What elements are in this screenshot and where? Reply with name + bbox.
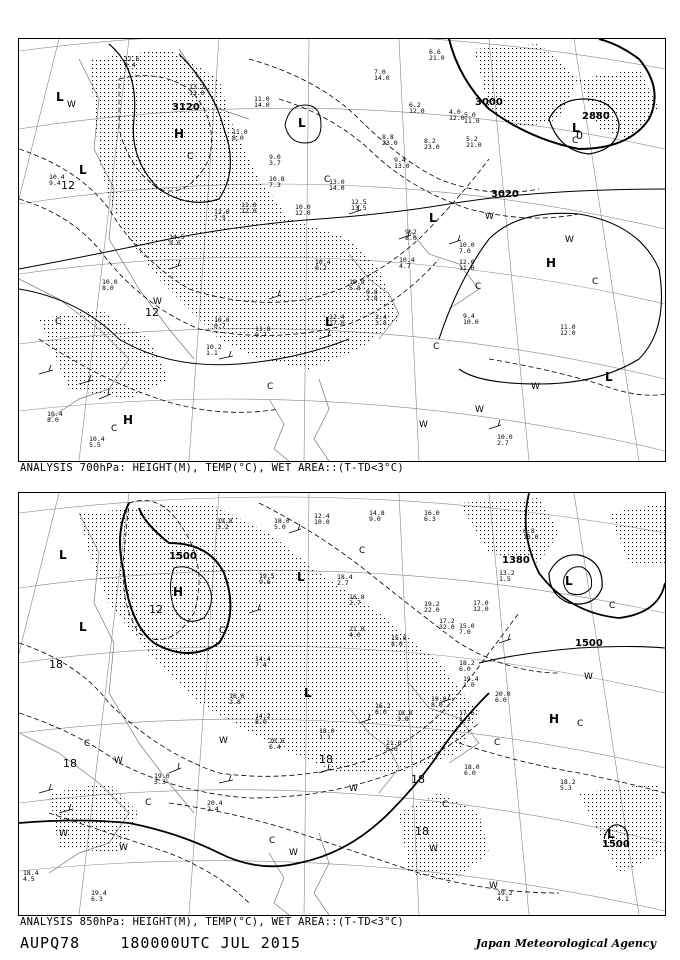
cold-marker: C xyxy=(572,136,579,146)
svg-text:12.0: 12.0 xyxy=(459,258,475,266)
map-700hpa-svg xyxy=(19,39,665,461)
height-label: 1500 xyxy=(602,839,630,850)
station-plot xyxy=(269,153,281,167)
svg-text:9.0: 9.0 xyxy=(269,153,281,161)
svg-text:0.8: 0.8 xyxy=(366,288,378,296)
svg-text:6.0: 6.0 xyxy=(459,665,471,673)
svg-text:5.0: 5.0 xyxy=(464,111,476,119)
svg-text:9.6: 9.6 xyxy=(259,578,271,586)
svg-text:21.0: 21.0 xyxy=(429,54,445,62)
svg-text:16.8: 16.8 xyxy=(349,593,365,601)
svg-text:14.2: 14.2 xyxy=(255,712,271,720)
svg-text:0.2: 0.2 xyxy=(315,264,327,272)
svg-text:13.5: 13.5 xyxy=(351,204,367,212)
cold-marker: C xyxy=(494,738,501,748)
station-plot xyxy=(464,763,480,777)
svg-text:6.6: 6.6 xyxy=(429,48,441,56)
svg-text:3.3: 3.3 xyxy=(154,778,166,786)
warm-marker: W xyxy=(475,405,484,415)
svg-text:11.0: 11.0 xyxy=(459,264,475,272)
isotherm-label: 18 xyxy=(319,753,333,766)
svg-text:10.8: 10.8 xyxy=(269,175,285,183)
station-plot xyxy=(337,573,353,587)
svg-text:7.3: 7.3 xyxy=(269,181,281,189)
map-850hpa-svg xyxy=(19,493,665,915)
svg-text:12.6: 12.6 xyxy=(124,55,140,63)
svg-text:17.2: 17.2 xyxy=(439,617,455,625)
svg-text:11.0: 11.0 xyxy=(254,95,270,103)
valid-datetime: 180000UTC JUL 2015 xyxy=(120,934,301,952)
svg-text:8.0: 8.0 xyxy=(431,701,443,709)
station-plot xyxy=(439,617,455,631)
svg-text:4.7: 4.7 xyxy=(399,262,411,270)
station-plot xyxy=(269,175,285,189)
station-plot xyxy=(497,889,513,903)
svg-text:5.3: 5.3 xyxy=(560,784,572,792)
station-plot xyxy=(23,869,39,883)
svg-text:19.2: 19.2 xyxy=(424,600,440,608)
cold-marker: C xyxy=(592,277,599,287)
isotherm-label: 18 xyxy=(49,658,63,671)
station-plot xyxy=(459,241,475,255)
warm-marker: W xyxy=(219,736,228,746)
svg-text:11.8: 11.8 xyxy=(255,325,271,333)
station-plot xyxy=(449,108,465,122)
cold-marker: C xyxy=(187,152,194,162)
svg-text:8.0: 8.0 xyxy=(47,416,59,424)
station-plot xyxy=(274,517,290,531)
cold-marker: C xyxy=(111,424,118,434)
station-plot xyxy=(47,410,63,424)
cold-marker: C xyxy=(577,719,584,729)
cold-marker: C xyxy=(219,626,226,636)
svg-text:9.2: 9.2 xyxy=(405,228,417,236)
svg-text:12.4: 12.4 xyxy=(314,512,330,520)
cold-marker: C xyxy=(267,382,274,392)
low-center-symbol: L xyxy=(607,827,615,841)
svg-text:13.0: 13.0 xyxy=(189,89,205,97)
svg-text:16.2: 16.2 xyxy=(375,702,391,710)
svg-text:6.0: 6.0 xyxy=(464,769,476,777)
svg-text:12.0: 12.0 xyxy=(473,605,489,613)
svg-text:23.0: 23.0 xyxy=(382,139,398,147)
svg-text:2.8: 2.8 xyxy=(366,294,378,302)
cold-marker: C xyxy=(475,282,482,292)
svg-text:16.6: 16.6 xyxy=(229,692,245,700)
svg-text:0.7: 0.7 xyxy=(255,331,267,339)
svg-text:18.4: 18.4 xyxy=(337,573,353,581)
svg-text:2.8: 2.8 xyxy=(229,698,241,706)
station-plot xyxy=(424,137,440,151)
svg-text:23.0: 23.0 xyxy=(424,143,440,151)
svg-text:4.5: 4.5 xyxy=(23,875,35,883)
height-label: 3020 xyxy=(491,189,519,200)
chart-id-and-time xyxy=(20,934,301,952)
caption-850hpa: ANALYSIS 850hPa: HEIGHT(M), TEMP(°C), WET AREA::(T-TD<3°C) xyxy=(20,916,405,928)
svg-text:5.2: 5.2 xyxy=(466,135,478,143)
svg-text:4.1: 4.1 xyxy=(497,895,509,903)
svg-text:13.2: 13.2 xyxy=(499,569,515,577)
station-plot xyxy=(424,600,440,614)
high-center-symbol: H xyxy=(546,256,557,270)
station-plot xyxy=(459,659,475,673)
station-plot xyxy=(473,599,489,613)
low-center-symbol: L xyxy=(79,163,87,177)
low-center-symbol: L xyxy=(56,90,64,104)
isotherm-label: 0 xyxy=(576,129,583,142)
svg-text:7.0: 7.0 xyxy=(459,247,471,255)
svg-text:8.0: 8.0 xyxy=(405,234,417,242)
svg-text:12.4: 12.4 xyxy=(329,313,345,321)
svg-text:13.0: 13.0 xyxy=(523,533,539,541)
svg-text:20.0: 20.0 xyxy=(495,690,511,698)
svg-text:8.0: 8.0 xyxy=(102,284,114,292)
station-plot xyxy=(154,772,170,786)
svg-text:12.5: 12.5 xyxy=(351,198,367,206)
svg-text:3.8: 3.8 xyxy=(397,715,409,723)
station-plot xyxy=(232,128,248,142)
station-plot xyxy=(369,509,385,523)
svg-text:13.0: 13.0 xyxy=(329,178,345,186)
svg-text:14.8: 14.8 xyxy=(369,509,385,517)
svg-text:11.0: 11.0 xyxy=(232,128,248,136)
station-plot xyxy=(464,111,480,125)
svg-text:32.0: 32.0 xyxy=(439,623,455,631)
station-plot xyxy=(459,258,475,272)
svg-text:21.0: 21.0 xyxy=(349,625,365,633)
cold-marker: C xyxy=(442,800,449,810)
low-center-symbol: L xyxy=(429,211,437,225)
svg-text:8.0: 8.0 xyxy=(391,640,403,648)
svg-text:14.5: 14.5 xyxy=(169,233,185,241)
svg-text:14.0: 14.0 xyxy=(374,74,390,82)
svg-text:15.6: 15.6 xyxy=(391,634,407,642)
svg-text:12.0: 12.0 xyxy=(449,114,465,122)
low-center-symbol: L xyxy=(565,574,573,588)
station-plot xyxy=(269,737,285,751)
cold-marker: C xyxy=(145,798,152,808)
height-label: 3120 xyxy=(172,102,200,113)
svg-text:6.2: 6.2 xyxy=(409,101,421,109)
svg-text:19.4: 19.4 xyxy=(463,675,479,683)
station-plot xyxy=(405,228,417,242)
warm-marker: W xyxy=(584,672,593,682)
station-plot xyxy=(207,799,223,813)
low-center-symbol: L xyxy=(304,686,312,700)
station-plot xyxy=(295,203,311,217)
svg-text:8.2: 8.2 xyxy=(424,137,436,145)
station-plot xyxy=(366,288,378,302)
svg-text:10.4: 10.4 xyxy=(47,410,63,418)
station-plot xyxy=(329,178,345,192)
svg-text:4.0: 4.0 xyxy=(449,108,461,116)
warm-marker: W xyxy=(67,100,76,110)
warm-marker: W xyxy=(489,881,498,891)
svg-text:2.4: 2.4 xyxy=(375,313,387,321)
low-center-symbol: L xyxy=(79,620,87,634)
height-label: 2880 xyxy=(582,111,610,122)
station-plot xyxy=(497,433,513,447)
map-850hpa xyxy=(18,492,666,916)
station-plot xyxy=(206,343,222,357)
svg-text:18.2: 18.2 xyxy=(560,778,576,786)
svg-text:20.6: 20.6 xyxy=(269,737,285,745)
svg-text:2.4: 2.4 xyxy=(207,805,219,813)
svg-text:14.4: 14.4 xyxy=(255,655,271,663)
svg-text:3.2: 3.2 xyxy=(217,523,229,531)
svg-text:18.0: 18.0 xyxy=(319,727,335,735)
station-plot xyxy=(102,278,118,292)
isotherm-label: 18 xyxy=(63,757,77,770)
svg-text:1.1: 1.1 xyxy=(206,349,218,357)
svg-text:15.0: 15.0 xyxy=(459,622,475,630)
svg-text:13.0: 13.0 xyxy=(394,162,410,170)
cold-marker: C xyxy=(433,342,440,352)
warm-marker: W xyxy=(565,235,574,245)
height-label: 3000 xyxy=(475,97,503,108)
high-center-symbol: H xyxy=(123,413,134,427)
svg-text:2.7: 2.7 xyxy=(497,439,509,447)
svg-text:10.0: 10.0 xyxy=(295,203,311,211)
high-center-symbol: H xyxy=(173,585,184,599)
low-center-symbol: L xyxy=(297,570,305,584)
station-plot xyxy=(429,48,445,62)
low-center-symbol: L xyxy=(298,116,306,130)
svg-text:3.7: 3.7 xyxy=(269,159,281,167)
isotherm-label: 12 xyxy=(145,306,159,319)
svg-text:11.0: 11.0 xyxy=(560,323,576,331)
svg-text:6.0: 6.0 xyxy=(375,708,387,716)
station-plot xyxy=(189,83,205,97)
svg-text:1.5: 1.5 xyxy=(499,575,511,583)
high-center-symbol: H xyxy=(174,127,185,141)
station-plot xyxy=(329,313,345,327)
cold-marker: C xyxy=(359,546,366,556)
isotherm-label: 12 xyxy=(149,603,163,616)
svg-text:6.0: 6.0 xyxy=(495,696,507,704)
svg-text:17.0: 17.0 xyxy=(329,319,345,327)
cold-marker: C xyxy=(609,601,616,611)
svg-text:14.0: 14.0 xyxy=(254,101,270,109)
agency-name: Japan Meteorological Agency xyxy=(475,937,656,950)
svg-text:10.0: 10.0 xyxy=(459,241,475,249)
svg-text:18.8: 18.8 xyxy=(397,709,413,717)
cold-marker: C xyxy=(324,175,331,185)
station-plot xyxy=(459,622,475,636)
cold-marker: C xyxy=(269,836,276,846)
svg-text:10.0: 10.0 xyxy=(102,278,118,286)
svg-text:6.8: 6.8 xyxy=(523,527,535,535)
warm-marker: W xyxy=(349,784,358,794)
station-plot xyxy=(382,133,398,147)
cold-marker: C xyxy=(84,739,91,749)
svg-text:1.3: 1.3 xyxy=(459,715,471,723)
caption-700hpa: ANALYSIS 700hPa: HEIGHT(M), TEMP(°C), WET AREA::(T-TD<3°C) xyxy=(20,462,405,474)
svg-text:9.4: 9.4 xyxy=(49,179,61,187)
station-plot xyxy=(463,312,479,326)
svg-text:3.8: 3.8 xyxy=(375,319,387,327)
svg-text:18.0: 18.0 xyxy=(464,763,480,771)
station-plot xyxy=(499,569,515,583)
svg-text:7.0: 7.0 xyxy=(374,68,386,76)
station-plot xyxy=(241,201,257,215)
isotherm-label: 18 xyxy=(411,773,425,786)
height-label: 1500 xyxy=(169,551,197,562)
warm-marker: W xyxy=(289,848,298,858)
station-plot xyxy=(375,313,387,327)
station-plot xyxy=(409,101,425,115)
station-plot xyxy=(91,889,107,903)
svg-text:10.0: 10.0 xyxy=(497,433,513,441)
svg-text:5.0: 5.0 xyxy=(274,523,286,531)
svg-text:13.2: 13.2 xyxy=(189,83,205,91)
high-center-symbol: H xyxy=(549,712,560,726)
svg-text:10.4: 10.4 xyxy=(89,435,105,443)
warm-marker: W xyxy=(531,382,540,392)
low-center-symbol: L xyxy=(605,370,613,384)
svg-text:18.4: 18.4 xyxy=(23,869,39,877)
station-plot xyxy=(560,778,576,792)
svg-text:1.0: 1.0 xyxy=(463,681,475,689)
svg-text:9.6: 9.6 xyxy=(169,239,181,247)
svg-text:8.8: 8.8 xyxy=(382,133,394,141)
svg-text:7.4: 7.4 xyxy=(255,661,267,669)
svg-text:6.4: 6.4 xyxy=(269,743,281,751)
station-plot xyxy=(463,675,479,689)
svg-text:10.0: 10.0 xyxy=(314,518,330,526)
svg-text:19.0: 19.0 xyxy=(431,695,447,703)
warm-marker: W xyxy=(429,844,438,854)
svg-text:14.0: 14.0 xyxy=(329,184,345,192)
svg-text:6.3: 6.3 xyxy=(424,515,436,523)
svg-text:12.0: 12.0 xyxy=(241,207,257,215)
svg-text:19.5: 19.5 xyxy=(259,572,275,580)
svg-text:8.0: 8.0 xyxy=(255,718,267,726)
svg-text:12.0: 12.0 xyxy=(409,107,425,115)
svg-text:2.7: 2.7 xyxy=(349,599,361,607)
svg-text:9.4: 9.4 xyxy=(394,156,406,164)
svg-text:10.0: 10.0 xyxy=(214,316,230,324)
svg-text:21.0: 21.0 xyxy=(466,141,482,149)
svg-text:5.5: 5.5 xyxy=(89,441,101,449)
svg-text:12.0: 12.0 xyxy=(295,209,311,217)
svg-text:8.0: 8.0 xyxy=(232,134,244,142)
low-center-symbol: L xyxy=(59,548,67,562)
svg-text:12.0: 12.0 xyxy=(560,329,576,337)
svg-text:12.0: 12.0 xyxy=(214,208,230,216)
warm-marker: W xyxy=(59,829,68,839)
svg-text:9.4: 9.4 xyxy=(124,61,136,69)
warm-marker: W xyxy=(419,420,428,430)
svg-text:19.4: 19.4 xyxy=(91,889,107,897)
svg-text:19.0: 19.0 xyxy=(154,772,170,780)
station-plot xyxy=(394,156,410,170)
svg-text:1.1: 1.1 xyxy=(319,733,331,741)
svg-text:10.4: 10.4 xyxy=(399,256,415,264)
svg-text:5.8: 5.8 xyxy=(349,284,361,292)
svg-text:10.4: 10.4 xyxy=(49,173,65,181)
svg-text:6.3: 6.3 xyxy=(91,895,103,903)
svg-text:9.0: 9.0 xyxy=(369,515,381,523)
svg-text:17.6: 17.6 xyxy=(459,709,475,717)
svg-text:20.4: 20.4 xyxy=(207,799,223,807)
station-plot xyxy=(374,68,390,82)
isotherm-label: 18 xyxy=(415,825,429,838)
warm-marker: W xyxy=(485,212,494,222)
svg-text:19.8: 19.8 xyxy=(217,517,233,525)
height-label: 1380 xyxy=(502,555,530,566)
svg-text:7.0: 7.0 xyxy=(459,628,471,636)
height-label: 1500 xyxy=(575,638,603,649)
svg-text:19.2: 19.2 xyxy=(497,889,513,897)
svg-text:10.2: 10.2 xyxy=(206,343,222,351)
svg-text:10.8: 10.8 xyxy=(349,278,365,286)
warm-marker: W xyxy=(153,297,162,307)
station-plot xyxy=(495,690,511,704)
station-plot xyxy=(466,135,482,149)
station-plot xyxy=(314,512,330,526)
svg-text:7.5: 7.5 xyxy=(214,214,226,222)
warm-marker: W xyxy=(114,756,123,766)
station-plot xyxy=(89,435,105,449)
station-plot xyxy=(424,509,440,523)
isotherm-label: 12 xyxy=(61,179,75,192)
svg-text:18.2: 18.2 xyxy=(459,659,475,667)
svg-text:16.0: 16.0 xyxy=(424,509,440,517)
chart-code: AUPQ78 xyxy=(20,934,81,952)
svg-text:0.7: 0.7 xyxy=(214,322,226,330)
low-center-symbol: L xyxy=(325,315,333,329)
station-plot xyxy=(254,95,270,109)
svg-text:11.0: 11.0 xyxy=(464,117,480,125)
svg-text:6.0: 6.0 xyxy=(386,745,398,753)
svg-text:11.0: 11.0 xyxy=(241,201,257,209)
svg-text:17.0: 17.0 xyxy=(473,599,489,607)
svg-text:21.0: 21.0 xyxy=(386,739,402,747)
station-plot xyxy=(560,323,576,337)
low-center-symbol: L xyxy=(572,121,580,135)
svg-text:10.0: 10.0 xyxy=(463,318,479,326)
station-plot xyxy=(351,198,367,212)
map-700hpa xyxy=(18,38,666,462)
svg-text:4.0: 4.0 xyxy=(349,631,361,639)
svg-text:9.4: 9.4 xyxy=(463,312,475,320)
svg-text:10.4: 10.4 xyxy=(315,258,331,266)
warm-marker: W xyxy=(119,843,128,853)
cold-marker: C xyxy=(55,317,62,327)
svg-text:22.0: 22.0 xyxy=(424,606,440,614)
svg-text:2.7: 2.7 xyxy=(337,579,349,587)
station-plot xyxy=(399,256,415,270)
svg-text:18.0: 18.0 xyxy=(274,517,290,525)
